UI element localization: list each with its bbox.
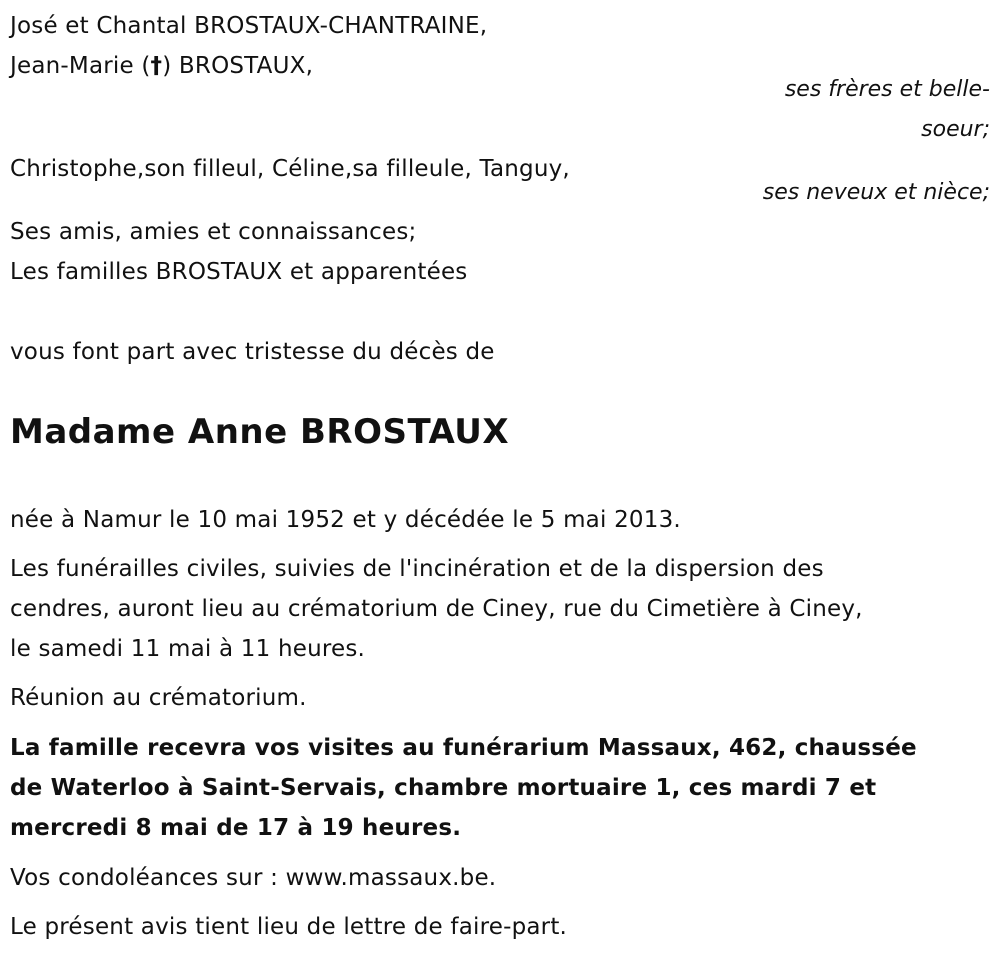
deceased-name: Madame Anne BROSTAUX <box>10 412 510 452</box>
role-siblings-line-1: ses frères et belle- <box>784 77 990 102</box>
announcer-line-3: Christophe,son filleul, Céline,sa filleule, Tanguy, <box>10 156 570 182</box>
notice-text: Le présent avis tient lieu de lettre de faire-part. <box>10 914 568 940</box>
announcer-line-4: Ses amis, amies et connaissances; <box>10 219 417 245</box>
condolences-text: Vos condoléances sur : www.massaux.be. <box>10 865 497 891</box>
announcer-line-5: Les familles BROSTAUX et apparentées <box>10 259 468 285</box>
birth-death-text: née à Namur le 10 mai 1952 et y décédée le 5 mai 2013. <box>10 507 681 533</box>
funeral-text-line-1: Les funérailles civiles, suivies de l'incinération et de la dispersion des <box>10 556 824 582</box>
announcer-line-1: José et Chantal BROSTAUX-CHANTRAINE, <box>10 13 488 39</box>
visits-text-line-3: mercredi 8 mai de 17 à 19 heures. <box>10 815 462 841</box>
visits-text-line-2: de Waterloo à Saint-Servais, chambre mortuaire 1, ces mardi 7 et <box>10 775 877 801</box>
role-siblings-line-2: soeur; <box>921 117 990 142</box>
role-nephews: ses neveux et nièce; <box>762 180 990 205</box>
funeral-text-line-2: cendres, auront lieu au crématorium de Ciney, rue du Cimetière à Ciney, <box>10 596 863 622</box>
meeting-text: Réunion au crématorium. <box>10 685 307 711</box>
visits-text-line-1: La famille recevra vos visites au funérarium Massaux, 462, chaussée <box>10 735 917 761</box>
intro-text: vous font part avec tristesse du décès de <box>10 339 495 365</box>
announcer-line-2 <box>10 46 313 86</box>
announcer-line-2-end: ) BROSTAUX, <box>162 53 314 79</box>
announcer-line-2-start: Jean-Marie ( <box>10 53 151 79</box>
funeral-text-line-3: le samedi 11 mai à 11 heures. <box>10 636 366 662</box>
cross-icon: † <box>150 53 163 79</box>
